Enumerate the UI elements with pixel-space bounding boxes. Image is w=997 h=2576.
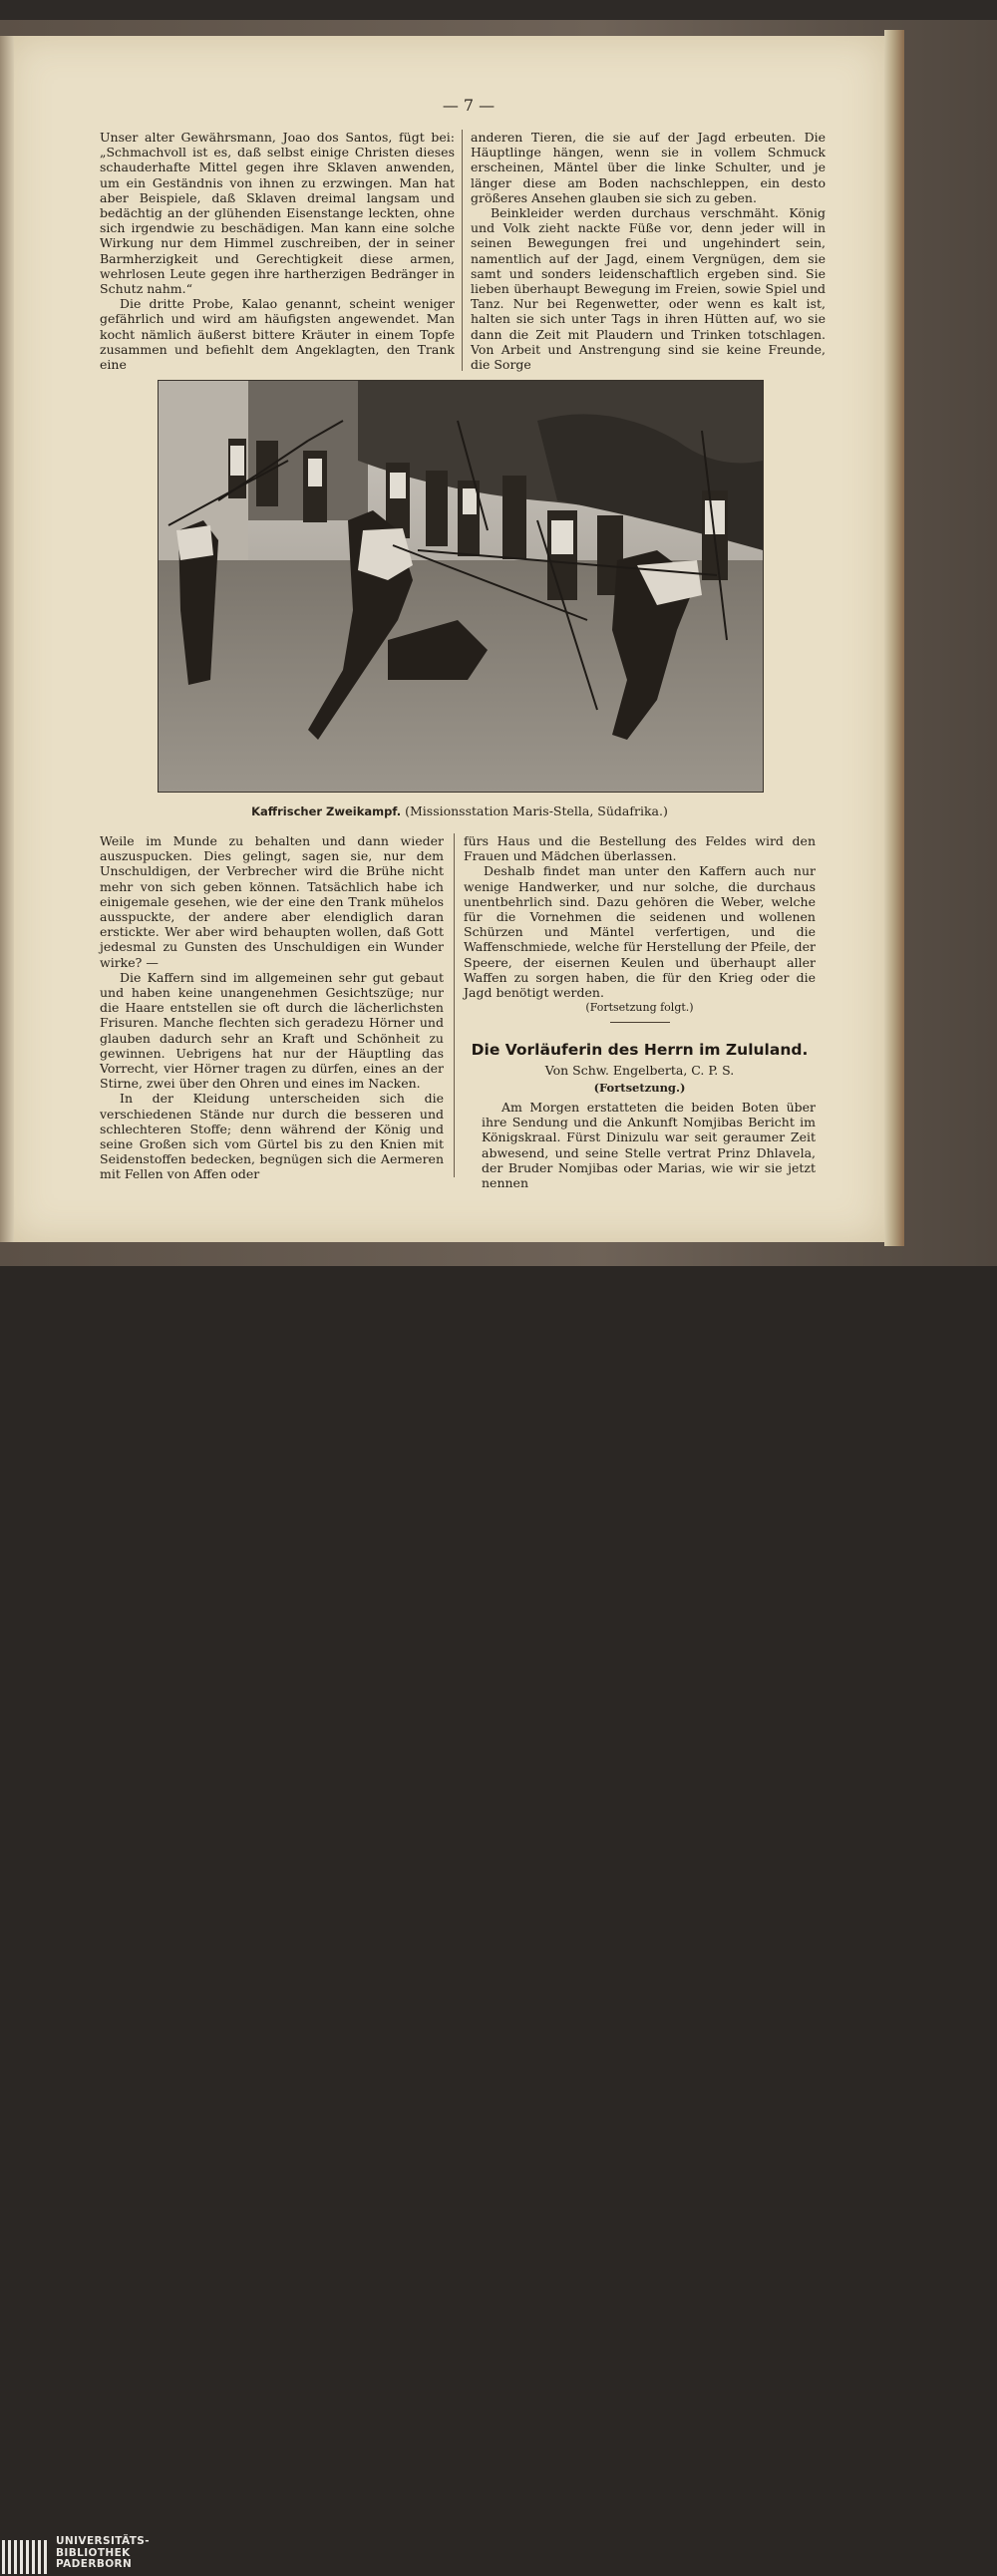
- paragraph: Unser alter Gewährsmann, Joao dos Santos, fügt bei: „Schmachvoll ist es, daß selbst einige Christen dieses schauderhafte Mittel gegen ihre Sklaven anwenden, um ein Geständnis von ihnen zu erzwingen. Man hat aber Beispiele, daß Sklaven dreimal langsam und bedächtig an der glühenden Eisenstange leckten, ohne sich irgendwie zu beschädigen. Man kann eine solche Wirkung nur dem Himmel zuschreiben, der in seiner Barmherzigkeit und Gerechtigkeit diese armen, wehrlosen Leute gegen ihre hartherzigen Bedränger in Schutz nahm.“: [100, 130, 455, 297]
- paragraph: fürs Haus und die Bestellung des Feldes wird den Frauen und Mädchen überlassen.: [464, 833, 816, 864]
- paragraph: anderen Tieren, die sie auf der Jagd erbeuten. Die Häuptlinge hängen, wenn sie in vollem Schmuck erscheinen, Mäntel über die linke Schulter, und je länger diese am Boden nachschleppen, ein desto größeres Ansehen glauben sie sich zu geben.: [471, 130, 826, 205]
- article-title: Die Vorläuferin des Herrn im Zululand.: [471, 1041, 809, 1059]
- photo-caption: [158, 804, 762, 818]
- column-1: [100, 130, 455, 372]
- page-edge: [884, 30, 904, 1246]
- section-rule: [610, 1022, 670, 1023]
- column-3: [100, 833, 444, 1182]
- library-name-line: BIBLIOTHEK: [56, 2546, 131, 2559]
- article-byline: Von Schw. Engelberta, C. P. S.: [544, 1063, 735, 1078]
- column-4: [464, 833, 816, 1015]
- paragraph: Beinkleider werden durchaus verschmäht. König und Volk zieht nackte Füße vor, denn jeder will in seinen Bewegungen frei und ungehindert sein, namentlich auf der Jagd, einem Vergnügen, dem sie samt und sonders leidenschaftlich ergeben sind. Sie lieben überhaupt Bewegung im Freien, sowie Spiel und Tanz. Nur bei Regenwetter, oder wenn es kalt ist, halten sie sich unter Tags in ihren Hütten auf, wo sie dann die Zeit mit Plaudern und Trinken totschlagen. Von Arbeit und Anstrengung sind sie keine Freunde, die Sorge: [471, 205, 826, 373]
- column-divider: [462, 130, 463, 371]
- footer-bar: [0, 1266, 997, 2570]
- paragraph: Die dritte Probe, Kalao genannt, scheint weniger gefährlich und wird am häufigsten angewendet. Man kocht nämlich äußerst bittere Kräuter in einem Topfe zusammen und befiehlt dem Angeklagten, den Trank eine: [100, 296, 455, 373]
- library-name-line: UNIVERSITÄTS-: [56, 2535, 151, 2547]
- article-body: [482, 1100, 816, 1190]
- column-divider: [454, 833, 455, 1177]
- scan-background: [0, 0, 997, 1266]
- paragraph: Am Morgen erstatteten die beiden Boten über ihre Sendung und die Ankunft Nomjibas Bericht im Königskraal. Fürst Dinizulu war seit geraumer Zeit abwesend, und seine Stelle vertrat Prinz Dhlavela, der Bruder Nomjibas oder Marias, wie wir sie jetzt nennen: [482, 1100, 816, 1191]
- caption-location: (Missionsstation Maris-Stella, Südafrika.): [405, 804, 668, 818]
- paragraph: Die Kaffern sind im allgemeinen sehr gut gebaut und haben keine unangenehmen Gesichtszüge; nur die Haare entstellen sie oft durch die lächerlichsten Frisuren. Manche flechten sich geradezu Hörner und glauben dadurch sehr an Kraft und Schönheit zu gewinnen. Uebrigens hat nur der Häuptling das Vorrecht, vier Hörner tragen zu dürfen, eines an der Stirne, zwei über den Ohren und eines im Nacken.: [100, 969, 444, 1092]
- library-logo-icon: [0, 2538, 52, 2576]
- photograph-duel: [158, 380, 764, 793]
- photo-illustration: [159, 381, 763, 792]
- book-gutter: [0, 36, 14, 1242]
- paragraph: Deshalb findet man unter den Kaffern auch nur wenige Handwerker, und nur solche, die durchaus unentbehrlich sind. Dazu gehören die Weber, welche für die Vornehmen die seidenen und wollenen Schürzen und Mäntel verfertigen, und die Waffenschmiede, welche für Herstellung der Pfeile, der Speere, der eisernen Keulen und überhaupt aller Waffen zu sorgen haben, die für den Krieg oder die Jagd benötigt werden.: [464, 863, 816, 1001]
- column-2: [471, 130, 826, 372]
- library-name-line: PADERBORN: [56, 2558, 133, 2570]
- caption-title: Kaffrischer Zweikampf.: [251, 805, 402, 818]
- continued-note: (Fortsetzung folgt.): [585, 1001, 694, 1015]
- article-continuation: (Fortsetzung.): [593, 1081, 686, 1095]
- library-name: [56, 2536, 150, 2571]
- page-number: — 7 —: [442, 96, 496, 115]
- paragraph: In der Kleidung unterscheiden sich die verschiedenen Stände nur durch die besseren und schlechteren Stoffe; denn während der König und seine Großen sich vom Gürtel bis zu den Knien mit Seidenstoffen bedecken, begnügen sich die Aermeren mit Fellen von Affen oder: [100, 1091, 444, 1182]
- paragraph: Weile im Munde zu behalten und dann wieder auszuspucken. Dies gelingt, sagen sie, nur dem Unschuldigen, der Verbrecher wird die Brühe nicht mehr von sich geben können. Tatsächlich habe ich einigemale gesehen, wie der eine den Trank mühelos ausspuckte, der andere aber elendiglich daran erstickte. Wer aber wird behaupten wollen, daß Gott jedesmal zu Gunsten des Unschuldigen ein Wunder wirke? —: [100, 833, 444, 970]
